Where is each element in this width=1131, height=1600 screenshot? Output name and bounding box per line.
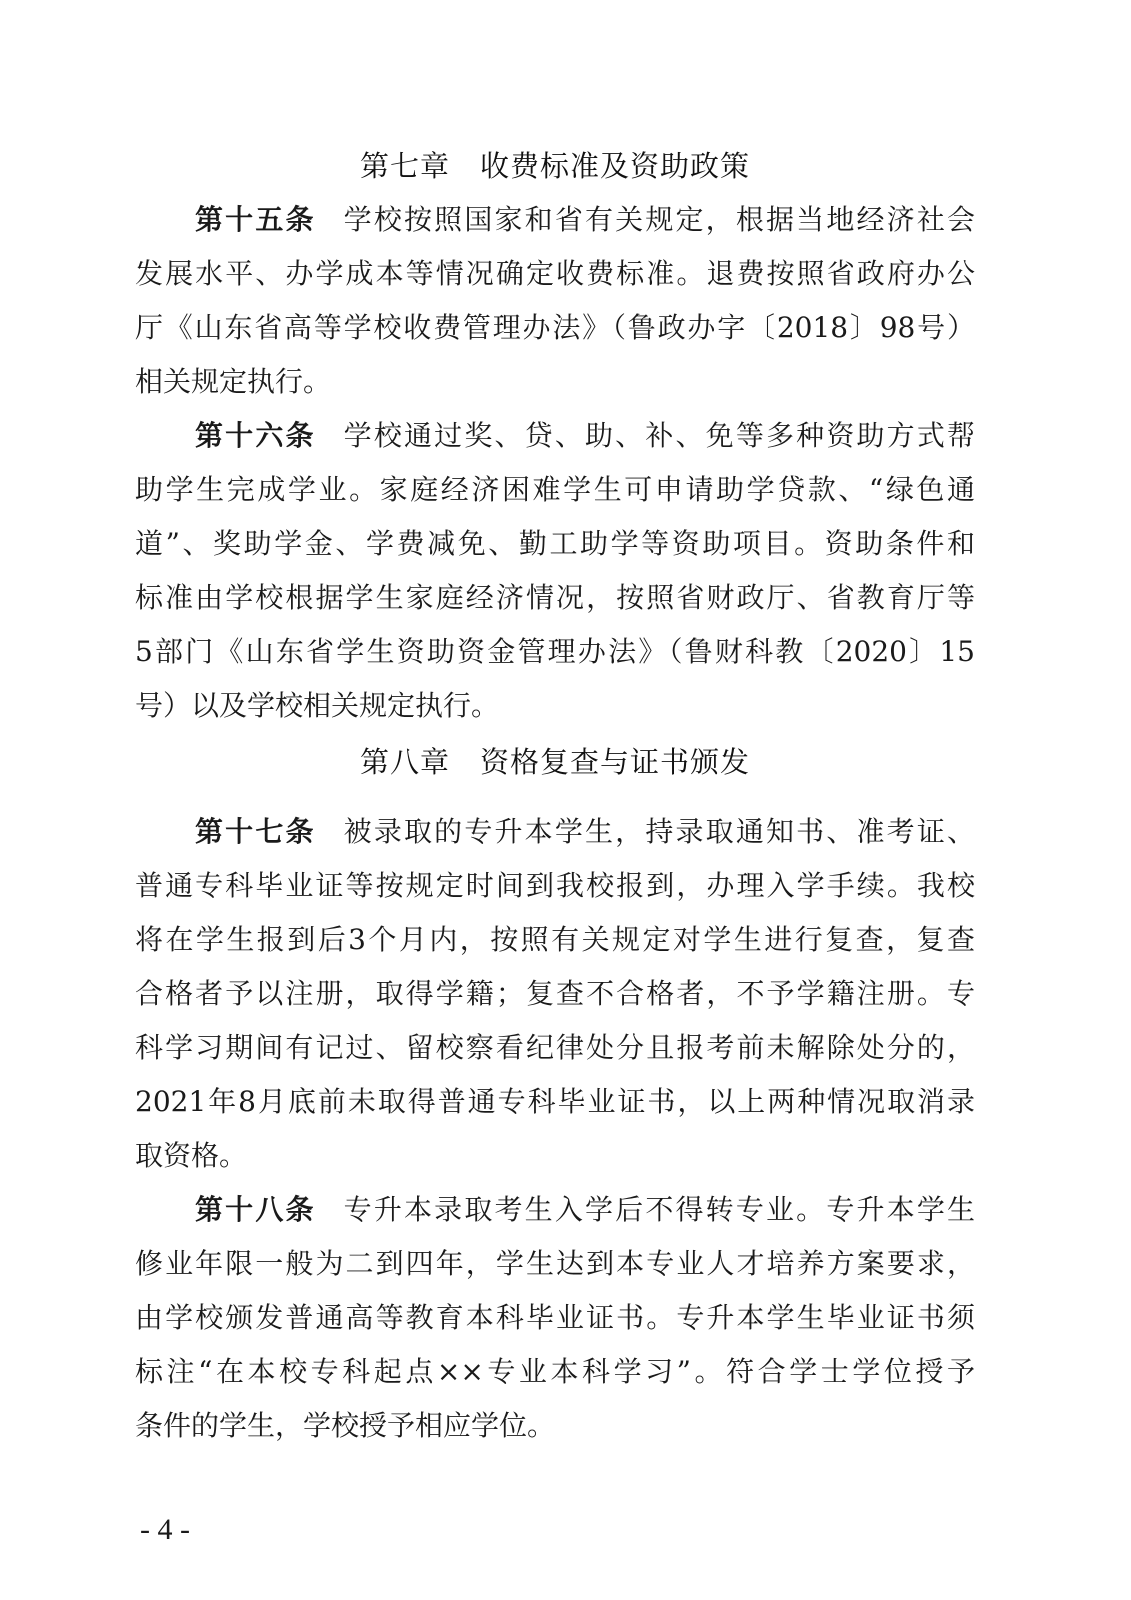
article-16-line-4: 标准由学校根据学生家庭经济情况，按照省财政厅、省教育厅等	[135, 581, 975, 614]
article-15-line-3: 厅《山东省高等学校收费管理办法》（鲁政办字〔2018〕98号）	[135, 311, 975, 344]
article-17-line-6: 2021年8月底前未取得普通专科毕业证书，以上两种情况取消录	[135, 1085, 975, 1118]
article-18-line-4: 标注“在本校专科起点××专业本科学习”。符合学士学位授予	[135, 1355, 975, 1388]
article-17-line-7: 取资格。	[135, 1139, 248, 1172]
article-17-line-5: 科学习期间有记过、留校察看纪律处分且报考前未解除处分的，	[135, 1031, 975, 1064]
article-16-line-6: 号）以及学校相关规定执行。	[135, 689, 500, 722]
chapter-7-heading: 第七章 收费标准及资助政策	[359, 149, 750, 183]
chapter-8-heading: 第八章 资格复查与证书颁发	[359, 745, 750, 779]
article-17-line-3: 将在学生报到后3个月内，按照有关规定对学生进行复查，复查	[135, 923, 975, 956]
article-17-label: 第十七条	[195, 815, 316, 848]
article-16-label: 第十六条	[195, 419, 316, 452]
article-18-label: 第十八条	[195, 1193, 316, 1226]
article-18-line-5: 条件的学生，学校授予相应学位。	[135, 1409, 556, 1442]
article-18-line-3: 由学校颁发普通高等教育本科毕业证书。专升本学生毕业证书须	[135, 1301, 975, 1334]
article-18-line-1: 第十八条 专升本录取考生入学后不得转专业。专升本学生	[195, 1193, 975, 1226]
article-18-line-2: 修业年限一般为二到四年，学生达到本专业人才培养方案要求，	[135, 1247, 975, 1280]
article-15-line-1: 第十五条 学校按照国家和省有关规定，根据当地经济社会	[195, 203, 975, 236]
article-17-line-4: 合格者予以注册，取得学籍；复查不合格者，不予学籍注册。专	[135, 977, 975, 1010]
article-15-label: 第十五条	[195, 203, 316, 236]
article-17-line-1: 第十七条 被录取的专升本学生，持录取通知书、准考证、	[195, 815, 975, 848]
article-15-line-4: 相关规定执行。	[135, 365, 332, 398]
article-15-line-2: 发展水平、办学成本等情况确定收费标准。退费按照省政府办公	[135, 257, 975, 290]
article-16-line-3: 道”、奖助学金、学费减免、勤工助学等资助项目。资助条件和	[135, 527, 975, 560]
article-16-line-5: 5部门《山东省学生资助资金管理办法》（鲁财科教〔2020〕15	[135, 635, 975, 668]
article-16-line-2: 助学生完成学业。家庭经济困难学生可申请助学贷款、“绿色通	[135, 473, 975, 506]
article-16-line-1: 第十六条 学校通过奖、贷、助、补、免等多种资助方式帮	[195, 419, 975, 452]
article-17-line-2: 普通专科毕业证等按规定时间到我校报到，办理入学手续。我校	[135, 869, 975, 902]
page-number: - 4 -	[140, 1513, 190, 1546]
